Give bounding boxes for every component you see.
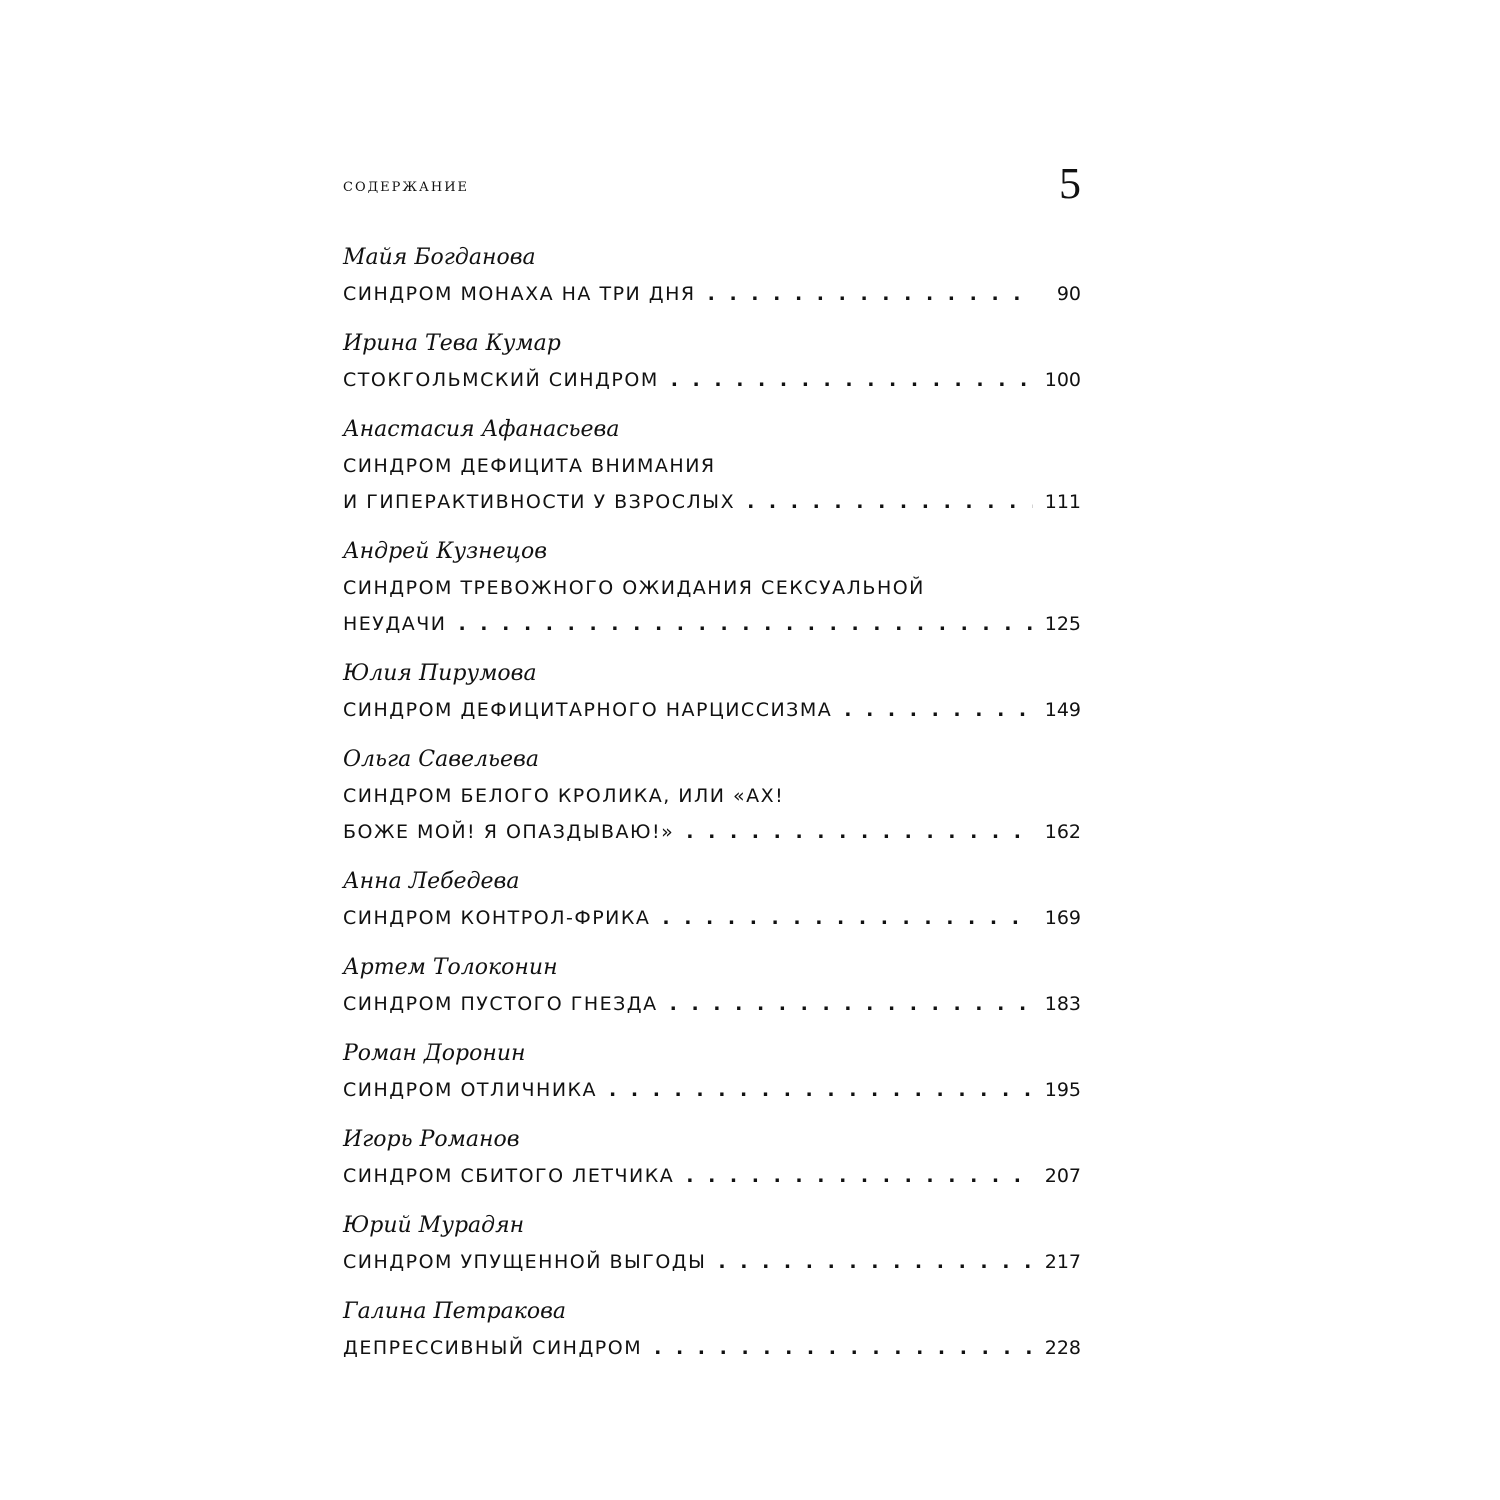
entry-page-number: 217 xyxy=(1044,1251,1081,1273)
entry-author: Андрей Кузнецов xyxy=(343,539,548,564)
entry-title: СИНДРОМ МОНАХА НА ТРИ ДНЯ xyxy=(343,283,696,305)
entry-page-number: 100 xyxy=(1044,369,1081,391)
page-number: 5 xyxy=(1059,159,1081,208)
toc-entry xyxy=(343,1036,1081,1108)
entry-title-row xyxy=(343,362,1081,398)
entry-title-row xyxy=(343,606,1081,642)
entry-title: СТОКГОЛЬМСКИЙ СИНДРОМ xyxy=(343,369,659,391)
entry-title: И ГИПЕРАКТИВНОСТИ У ВЗРОСЛЫХ xyxy=(343,491,736,513)
entry-author: Роман Доронин xyxy=(343,1041,526,1066)
toc-entry xyxy=(343,412,1081,520)
toc-entry xyxy=(343,1294,1081,1366)
entry-title-row xyxy=(343,1158,1081,1194)
entry-title: НЕУДАЧИ xyxy=(343,613,447,635)
toc-list xyxy=(343,240,1081,1366)
entry-title: СИНДРОМ ОТЛИЧНИКА xyxy=(343,1079,598,1101)
entry-title: СИНДРОМ ДЕФИЦИТА ВНИМАНИЯ xyxy=(343,455,716,477)
entry-page-number: 162 xyxy=(1044,821,1081,843)
entry-title-row xyxy=(343,900,1081,936)
entry-title: СИНДРОМ КОНТРОЛ-ФРИКА xyxy=(343,907,651,929)
dot-leader xyxy=(747,484,1033,520)
entry-title-row xyxy=(343,484,1081,520)
dot-leader xyxy=(686,814,1032,850)
dot-leader xyxy=(670,986,1033,1022)
dot-leader xyxy=(708,276,1035,312)
toc-entry xyxy=(343,950,1081,1022)
toc-entry xyxy=(343,656,1081,728)
dot-leader xyxy=(686,1158,1032,1194)
entry-title-row xyxy=(343,276,1081,312)
entry-author: Галина Петракова xyxy=(343,1299,567,1324)
dot-leader xyxy=(458,606,1032,642)
page-header xyxy=(343,159,1081,240)
entry-title: ДЕПРЕССИВНЫЙ СИНДРОМ xyxy=(343,1337,643,1359)
toc-entry xyxy=(343,1208,1081,1280)
entry-page-number: 195 xyxy=(1044,1079,1081,1101)
entry-title: СИНДРОМ УПУЩЕННОЙ ВЫГОДЫ xyxy=(343,1251,707,1273)
toc-entry xyxy=(343,240,1081,312)
dot-leader xyxy=(844,692,1032,728)
entry-title: СИНДРОМ СБИТОГО ЛЕТЧИКА xyxy=(343,1165,675,1187)
entry-title: СИНДРОМ ТРЕВОЖНОГО ОЖИДАНИЯ СЕКСУАЛЬНОЙ xyxy=(343,577,925,599)
entry-page-number: 169 xyxy=(1044,907,1081,929)
entry-author: Ольга Савельева xyxy=(343,747,539,772)
entry-author: Артем Толоконин xyxy=(343,955,558,980)
entry-title-row xyxy=(343,1330,1081,1366)
entry-title: СИНДРОМ ДЕФИЦИТАРНОГО НАРЦИССИЗМА xyxy=(343,699,833,721)
section-label: СОДЕРЖАНИЕ xyxy=(343,180,470,195)
entry-title-row xyxy=(343,1244,1081,1280)
dot-leader xyxy=(654,1330,1033,1366)
entry-page-number: 111 xyxy=(1044,491,1081,513)
toc-entry xyxy=(343,864,1081,936)
entry-page-number: 125 xyxy=(1044,613,1081,635)
dot-leader xyxy=(609,1072,1033,1108)
entry-title-row xyxy=(343,986,1081,1022)
dot-leader xyxy=(718,1244,1032,1280)
entry-page-number: 149 xyxy=(1044,699,1081,721)
toc-entry xyxy=(343,742,1081,850)
entry-author: Анна Лебедева xyxy=(343,869,520,894)
dot-leader xyxy=(671,362,1033,398)
entry-author: Игорь Романов xyxy=(343,1127,520,1152)
entry-page-number: 207 xyxy=(1044,1165,1081,1187)
dot-leader xyxy=(662,900,1032,936)
toc-entry xyxy=(343,326,1081,398)
entry-page-number: 183 xyxy=(1044,993,1081,1015)
entry-title: БОЖЕ МОЙ! Я ОПАЗДЫВАЮ!» xyxy=(343,821,675,843)
toc-entry xyxy=(343,1122,1081,1194)
toc-entry xyxy=(343,534,1081,642)
entry-author: Майя Богданова xyxy=(343,245,536,270)
toc-page xyxy=(343,159,1081,1380)
entry-title-row xyxy=(343,814,1081,850)
entry-page-number: 228 xyxy=(1044,1337,1081,1359)
entry-page-number: 90 xyxy=(1056,283,1081,305)
entry-author: Анастасия Афанасьева xyxy=(343,417,620,442)
entry-author: Ирина Тева Кумар xyxy=(343,331,561,356)
entry-author: Юлия Пирумова xyxy=(343,661,537,686)
entry-title-row xyxy=(343,1072,1081,1108)
entry-title: СИНДРОМ ПУСТОГО ГНЕЗДА xyxy=(343,993,658,1015)
entry-author: Юрий Мурадян xyxy=(343,1213,525,1238)
entry-title-row xyxy=(343,692,1081,728)
entry-title: СИНДРОМ БЕЛОГО КРОЛИКА, ИЛИ «АХ! xyxy=(343,785,785,807)
